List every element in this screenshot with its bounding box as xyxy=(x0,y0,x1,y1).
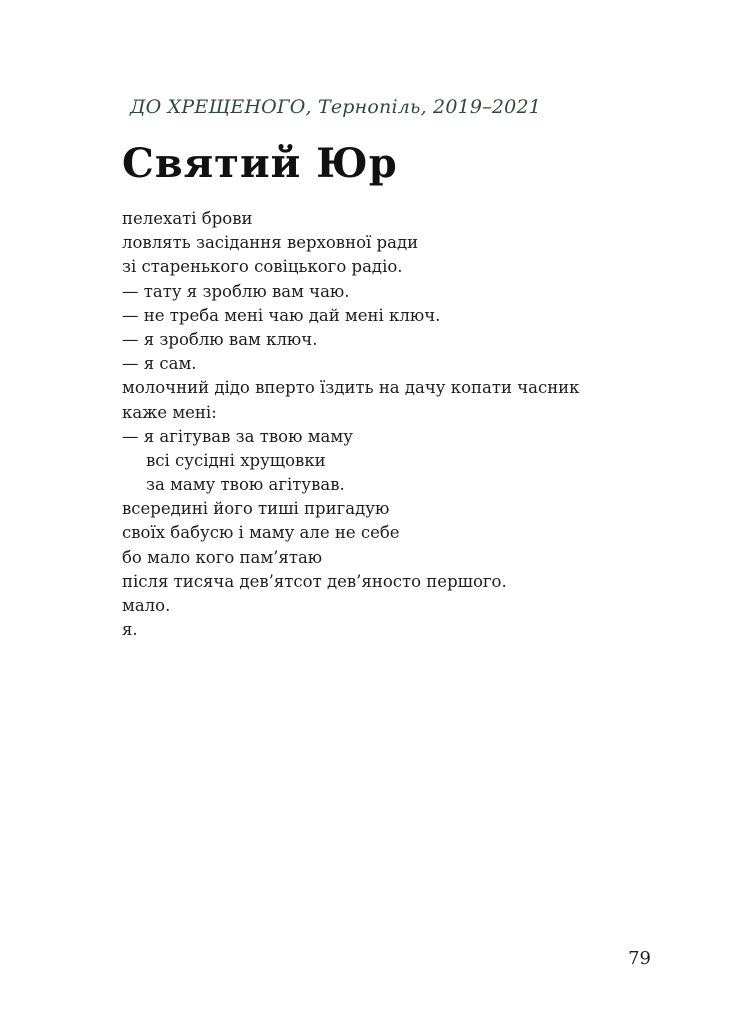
section-header: ДО ХРЕЩЕНОГО, Тернопіль, 2019–2021 xyxy=(130,96,542,118)
poem-line: — тату я зроблю вам чаю. xyxy=(122,281,350,301)
poem-line: бо мало кого пам’ятаю xyxy=(122,547,323,567)
poem-line-indented: всі сусідні хрущовки xyxy=(146,450,326,470)
poem-title: Святий Юр xyxy=(122,140,398,187)
poem-line: мало. xyxy=(122,596,171,615)
poem-line: каже мені: xyxy=(122,402,217,422)
page-number: 79 xyxy=(628,948,651,969)
poem-body xyxy=(122,207,642,642)
poem-line: — я зроблю вам ключ. xyxy=(122,329,318,349)
poem-line: молочний дідо вперто їздить на дачу копати часник xyxy=(122,378,580,398)
poem-line: зі старенького совіцького радіо. xyxy=(122,257,403,277)
poem-line-indented: за маму твою агітував. xyxy=(146,475,345,495)
poem-line: своїх бабусю і маму але не себе xyxy=(122,523,400,543)
poem-line: — не треба мені чаю дай мені ключ. xyxy=(122,305,441,325)
poem-line: після тисяча дев’ятсот дев’яносто першого. xyxy=(122,571,507,591)
poem-line: — я сам. xyxy=(122,354,197,374)
poem-line: я. xyxy=(122,620,138,640)
poem-line: ловлять засідання верховної ради xyxy=(122,233,419,253)
poem-line: пелехаті брови xyxy=(122,209,253,228)
poem-line: — я агітував за твою маму xyxy=(122,426,353,446)
poem-line: всередині його тиші пригадую xyxy=(122,499,390,519)
